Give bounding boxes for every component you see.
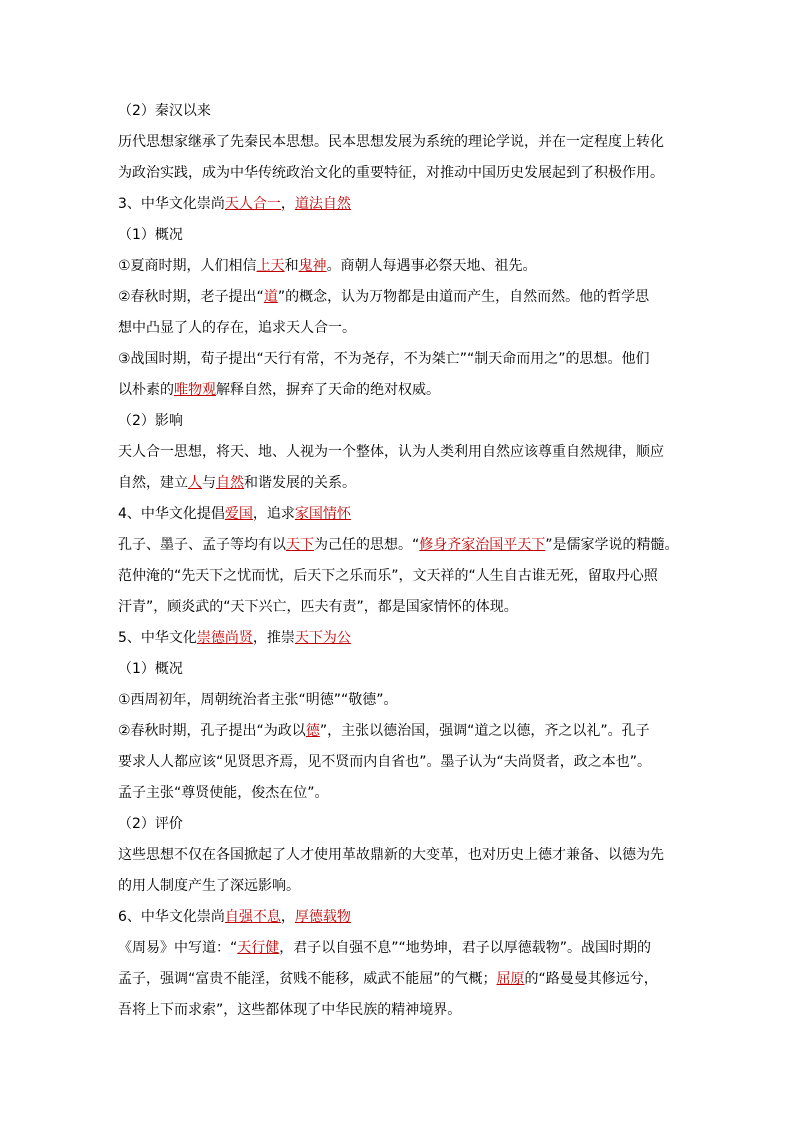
text-line bbox=[118, 437, 684, 468]
text-span: 天人合一思想，将天、地、人视为一个整体，认为人类利用自然应该尊重自然规律，顺应 bbox=[118, 444, 664, 460]
text-line bbox=[118, 654, 684, 685]
text-line bbox=[118, 344, 684, 375]
text-span: 吾将上下而求索”，这些都体现了中华民族的精神境界。 bbox=[118, 1002, 462, 1018]
highlighted-keyword: 天行健 bbox=[237, 940, 280, 956]
text-span: 6、中华文化崇尚 bbox=[118, 909, 225, 925]
highlighted-keyword: 道 bbox=[263, 289, 278, 305]
highlighted-keyword: 崇德尚贤 bbox=[196, 630, 253, 646]
text-line bbox=[118, 499, 684, 530]
highlighted-keyword: 道法自然 bbox=[294, 196, 351, 212]
text-line bbox=[118, 871, 684, 902]
text-span: ”的概念，认为万物都是由道而产生，自然而然。他的哲学思 bbox=[277, 289, 650, 305]
highlighted-keyword: 修身齐家治国平天下 bbox=[419, 537, 546, 553]
highlighted-keyword: 自强不息 bbox=[224, 909, 281, 925]
text-line bbox=[118, 251, 684, 282]
text-span: 自然，建立 bbox=[118, 475, 188, 491]
text-span: 3、中华文化崇尚 bbox=[118, 196, 225, 212]
text-span: 孟子主张“尊贤使能，俊杰在位”。 bbox=[118, 785, 329, 801]
text-line bbox=[118, 375, 684, 406]
text-span: 和谐发展的关系。 bbox=[244, 475, 356, 491]
text-span: 孟子，强调“富贵不能淫，贫贱不能移，威武不能屈”的气概； bbox=[118, 971, 497, 987]
text-line bbox=[118, 530, 684, 561]
text-span: 为政治实践，成为中华传统政治文化的重要特征，对推动中国历史发展起到了积极作用。 bbox=[118, 165, 664, 181]
text-line bbox=[118, 561, 684, 592]
text-span: 的“路曼曼其修远兮， bbox=[524, 971, 658, 987]
text-span: 想中凸显了人的存在，追求天人合一。 bbox=[118, 320, 356, 336]
text-line bbox=[118, 840, 684, 871]
text-span: 《周易》中写道：“ bbox=[118, 940, 238, 956]
text-span: 历代思想家继承了先秦民本思想。民本思想发展为系统的理论学说，并在一定程度上转化 bbox=[118, 134, 664, 150]
highlighted-keyword: 爱国 bbox=[224, 506, 253, 522]
text-span: ， bbox=[280, 909, 295, 925]
text-line bbox=[118, 964, 684, 995]
text-span: 以朴素的 bbox=[118, 382, 174, 398]
text-span: 解释自然，摒弃了天命的绝对权威。 bbox=[216, 382, 440, 398]
text-span: 汗青”，顾炎武的“天下兴亡，匹夫有责”，都是国家情怀的体现。 bbox=[118, 599, 518, 615]
text-span: ，追求 bbox=[252, 506, 295, 522]
highlighted-keyword: 天下 bbox=[286, 537, 314, 553]
text-span: 的用人制度产生了深远影响。 bbox=[118, 878, 300, 894]
text-span: （2）秦汉以来 bbox=[118, 103, 211, 119]
text-line bbox=[118, 685, 684, 716]
highlighted-keyword: 屈原 bbox=[496, 971, 525, 987]
text-line bbox=[118, 902, 684, 933]
highlighted-keyword: 唯物观 bbox=[174, 382, 216, 398]
highlighted-keyword: 人 bbox=[188, 475, 202, 491]
text-span: 4、中华文化提倡 bbox=[118, 506, 225, 522]
text-span: ”，主张以德治国，强调“道之以德，齐之以礼”。孔子 bbox=[319, 723, 650, 739]
highlighted-keyword: 上天 bbox=[256, 258, 285, 274]
highlighted-keyword: 鬼神 bbox=[298, 258, 327, 274]
text-line bbox=[118, 995, 684, 1026]
text-span: ”是儒家学说的精髓。 bbox=[545, 537, 679, 553]
text-span: （1）概况 bbox=[118, 661, 183, 677]
text-line bbox=[118, 282, 684, 313]
text-span: 和 bbox=[284, 258, 299, 274]
highlighted-keyword: 自然 bbox=[216, 475, 244, 491]
text-line bbox=[118, 158, 684, 189]
text-span: ②春秋时期，孔子提出“为政以 bbox=[118, 723, 306, 739]
text-span: （2）影响 bbox=[118, 413, 183, 429]
highlighted-keyword: 厚德载物 bbox=[294, 909, 351, 925]
text-line bbox=[118, 220, 684, 251]
text-span: 与 bbox=[202, 475, 216, 491]
text-line bbox=[118, 189, 684, 220]
text-line bbox=[118, 96, 684, 127]
text-span: ①夏商时期，人们相信 bbox=[118, 258, 257, 274]
text-span: （1）概况 bbox=[118, 227, 183, 243]
text-line bbox=[118, 468, 684, 499]
text-line bbox=[118, 809, 684, 840]
text-span: （2）评价 bbox=[118, 816, 183, 832]
text-span: 5、中华文化 bbox=[118, 630, 197, 646]
text-span: ③战国时期，荀子提出“天行有常，不为尧存，不为桀亡”“制天命而用之”的思想。他们 bbox=[118, 351, 650, 367]
highlighted-keyword: 德 bbox=[305, 723, 320, 739]
text-line bbox=[118, 592, 684, 623]
text-span: ， bbox=[280, 196, 295, 212]
highlighted-keyword: 天下为公 bbox=[294, 630, 351, 646]
document-page bbox=[118, 96, 684, 1026]
text-line bbox=[118, 406, 684, 437]
text-span: ，推崇 bbox=[252, 630, 295, 646]
text-span: 范仲淹的“先天下之忧而忧，后天下之乐而乐”，文天祥的“人生自古谁无死，留取丹心照 bbox=[118, 568, 658, 584]
text-line bbox=[118, 716, 684, 747]
text-line bbox=[118, 623, 684, 654]
text-span: 这些思想不仅在各国掀起了人才使用革故鼎新的大变革，也对历史上德才兼备、以德为先 bbox=[118, 847, 664, 863]
text-span: 要求人人都应该“见贤思齐焉，见不贤而内自省也”。墨子认为“夫尚贤者，政之本也”。 bbox=[118, 754, 652, 770]
text-line bbox=[118, 747, 684, 778]
text-span: 孔子、墨子、孟子等均有以 bbox=[118, 537, 286, 553]
highlighted-keyword: 天人合一 bbox=[224, 196, 281, 212]
highlighted-keyword: 家国情怀 bbox=[294, 506, 351, 522]
text-line bbox=[118, 933, 684, 964]
text-span: ，君子以自强不息”“地势坤，君子以厚德载物”。战国时期的 bbox=[279, 940, 652, 956]
text-line bbox=[118, 127, 684, 158]
text-span: 。商朝人每遇事必祭天地、祖先。 bbox=[326, 258, 537, 274]
text-span: 为己任的思想。“ bbox=[314, 537, 420, 553]
text-line bbox=[118, 778, 684, 809]
text-span: ①西周初年，周朝统治者主张“明德”“敬德”。 bbox=[118, 692, 398, 708]
text-span: ②春秋时期，老子提出“ bbox=[118, 289, 264, 305]
text-line bbox=[118, 313, 684, 344]
